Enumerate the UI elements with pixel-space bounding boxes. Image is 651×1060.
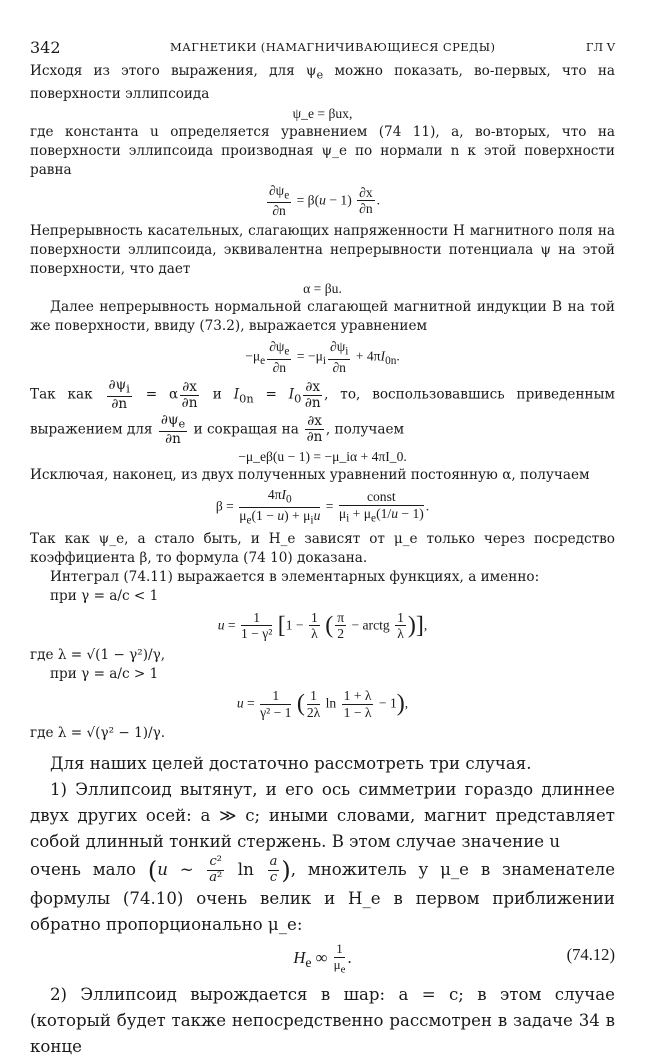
paragraph: Так как $\frac{\partial\psi_i}{\partial n}$ = α $\frac{\partial x}{\partial n}$ и $I_{0n} = I_0$ $\frac{\partial x}{\partial n}$ , то, воспользовавшись приведенным выражением для $\frac{\partial\psi_e}{\partial n}$ и сокращая на $\frac{\partial x}{\partial n}$ , получаем [30, 377, 615, 447]
page [30, 30, 615, 1060]
equation: ψ_e = βux, [292, 105, 353, 121]
paragraph: Для наших целей достаточно рассмотреть три случая. [50, 754, 532, 774]
chapter-label: ГЛ V [585, 40, 615, 54]
equation: $\frac{\partial\psi_e}{\partial n}$ = β(u − 1) $\frac{\partial x}{\partial n}$ . [268, 182, 381, 219]
equation: −μ_eβ(u − 1) = −μ_iα + 4πI_0. [238, 449, 407, 465]
condition: где λ = √(γ² − 1)/γ. [30, 725, 166, 742]
paragraph: Исключая, наконец, из двух полученных уравнений постоянную α, получаем [30, 467, 590, 484]
paragraph: Интеграл (74.11) выражается в элементарных функциях, а именно: [50, 568, 540, 585]
paragraph: Так как ψ_e, а стало быть, и H_e зависят от μ_e только через посредство коэффициента β, то формула (74 10) доказана. [30, 530, 615, 566]
running-header [30, 30, 615, 56]
running-title: МАГНЕТИКИ (НАМАГНИЧИВАЮЩИЕСЯ СРЕДЫ) [170, 40, 496, 54]
paragraph: Непрерывность касательных, слагающих напряженности H магнитного поля на поверхности эллипсоида, эквивалентна непрерывности потенциала ψ на этой поверхности, что дает [30, 223, 615, 278]
equation: β = $4\pi I_0$ $\mu_e(1 - u) + \mu_iu$ = const $\mu_i + \mu_e(1/u - 1)$ . [215, 487, 430, 527]
paragraph: Далее непрерывность нормальной слагающей магнитной индукции B на той же поверхности, ввиду (73.2), выражается уравнением [30, 299, 615, 335]
equation: u = $\frac{1}{\text{1 − γ²}}$ [1 − $\frac{1}{\lambda}$ ( $\frac{\pi}{2}$ − arctg $\frac{1}{\lambda}$ )], [217, 609, 428, 642]
equation: α = βu. [303, 281, 342, 297]
page-number: 342 [30, 38, 61, 57]
equation: $-\mu_e$ $\frac{\partial\psi_e}{\partial n}$ = $-\mu_i$ $\frac{\partial\psi_i}{\partial n}$ + $4\pi I_{0n}$. [245, 339, 400, 375]
equation: $H_e$ ∞ $\frac{1}{\mu_e}$ . (74.12) [293, 941, 615, 976]
paragraph: очень мало (u ~ $\frac{\text{c²}}{\text{a²}}$ ln $\frac{a}{c}$ ), множитель у μ_e в знаменателе формулы (74.10) очень велик и H_e в первом приближении обратно пропорционально μ_e: [30, 854, 616, 934]
equation: u = $\frac{1}{\text{γ² − 1}}$ ( $\frac{1}{2\lambda}$ ln $\frac{1 + \lambda}{1 - \lambda}$ − 1), [236, 687, 409, 720]
paragraph: 2) Эллипсоид вырождается в шар: a = c; в этом случае (который будет также непосредственно рассмотрен в задаче 34 в конце [30, 985, 615, 1057]
paragraph: 1) Эллипсоид вытянут, и его ось симметрии гораздо длиннее двух других осей: a ≫ c; иными словами, магнит представляет собой длинный тонкий стержень. В этом случае значение u [30, 780, 615, 852]
equation-number: (74.12) [566, 945, 615, 964]
paragraph: Исходя из этого выражения, для $\psi_e$ можно показать, во-первых, что на поверхности эллипсоида [30, 63, 615, 102]
condition: где λ = √(1 − γ²)/γ, [30, 646, 166, 663]
paragraph: где константа u определяется уравнением (74 11), а, во-вторых, что на поверхности эллипсоида производная ψ_e по нормали n к этой поверхности равна [30, 123, 615, 178]
case-label: при γ = a/c > 1 [50, 665, 159, 682]
case-label: при γ = a/c < 1 [50, 587, 159, 604]
